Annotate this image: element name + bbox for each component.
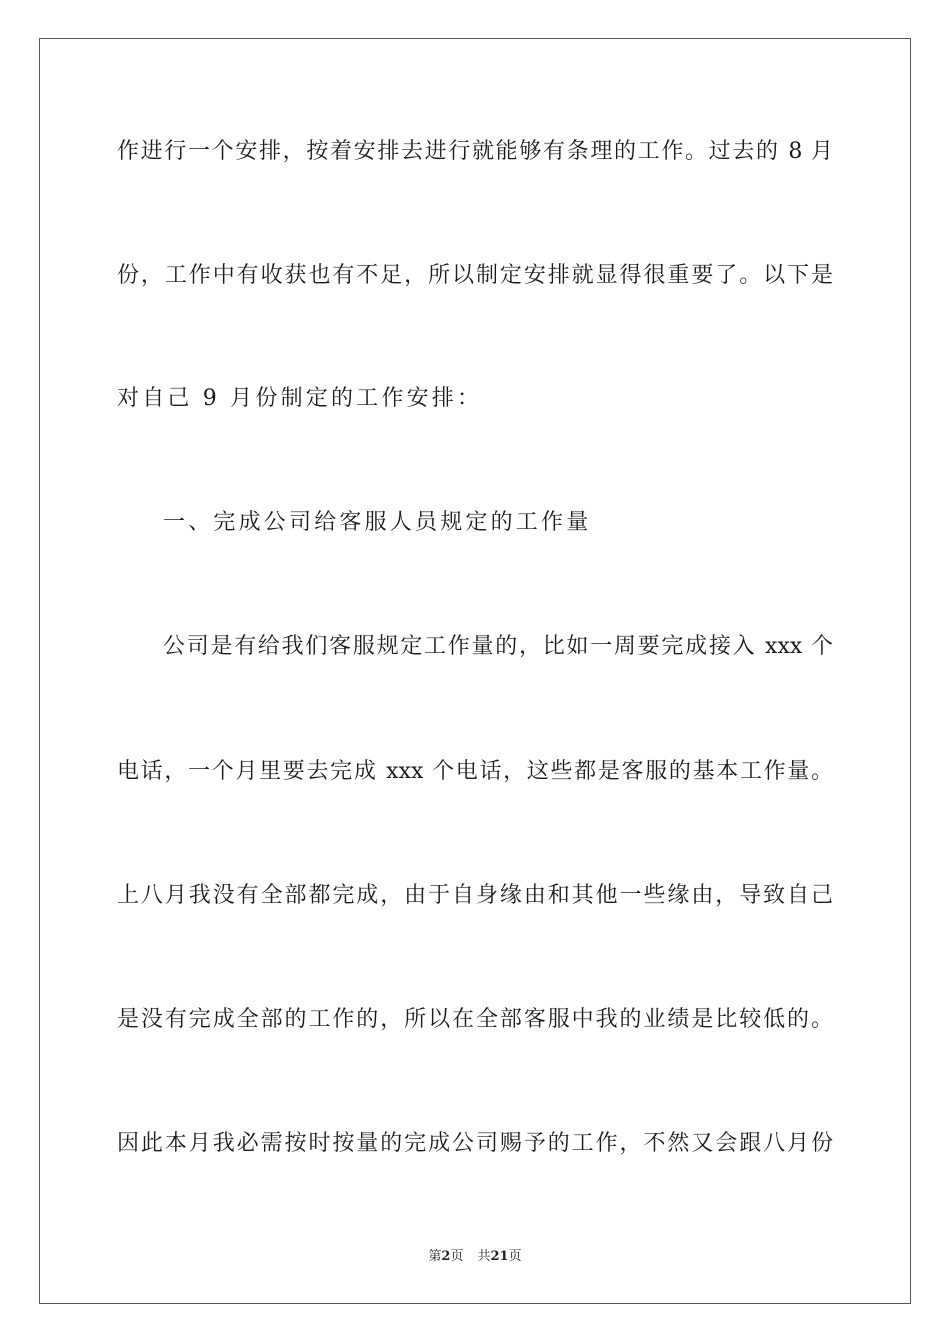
body-text-line: 因此本月我必需按时按量的完成公司赐予的工作，不然又会跟八月份	[117, 1131, 833, 1156]
body-text-line: 作进行一个安排，按着安排去进行就能够有条理的工作。过去的 8 月	[117, 139, 833, 164]
section-heading: 一、完成公司给客服人员规定的工作量	[163, 510, 592, 535]
body-text-line: 上八月我没有全部都完成，由于自身缘由和其他一些缘由，导致自己	[117, 883, 833, 908]
page-footer	[0, 1248, 950, 1266]
page-number: 2	[441, 1249, 451, 1264]
body-text-line: 公司是有给我们客服规定工作量的，比如一周要完成接入 xxx 个	[163, 634, 833, 659]
body-text-line: 对自己 9 月份制定的工作安排：	[117, 386, 483, 411]
body-text-line: 份，工作中有收获也有不足，所以制定安排就显得很重要了。以下是	[117, 263, 833, 288]
body-text-line: 是没有完成全部的工作的，所以在全部客服中我的业绩是比较低的。	[117, 1007, 833, 1032]
page-label-prefix: 第	[428, 1249, 442, 1264]
page-label-suffix: 页	[450, 1249, 464, 1264]
total-label-prefix: 共	[477, 1249, 491, 1264]
total-pages: 21	[490, 1249, 509, 1264]
body-text-line: 电话，一个月里要去完成 xxx 个电话，这些都是客服的基本工作量。	[117, 759, 833, 784]
total-label-suffix: 页	[508, 1249, 522, 1264]
page-border	[39, 38, 911, 1304]
